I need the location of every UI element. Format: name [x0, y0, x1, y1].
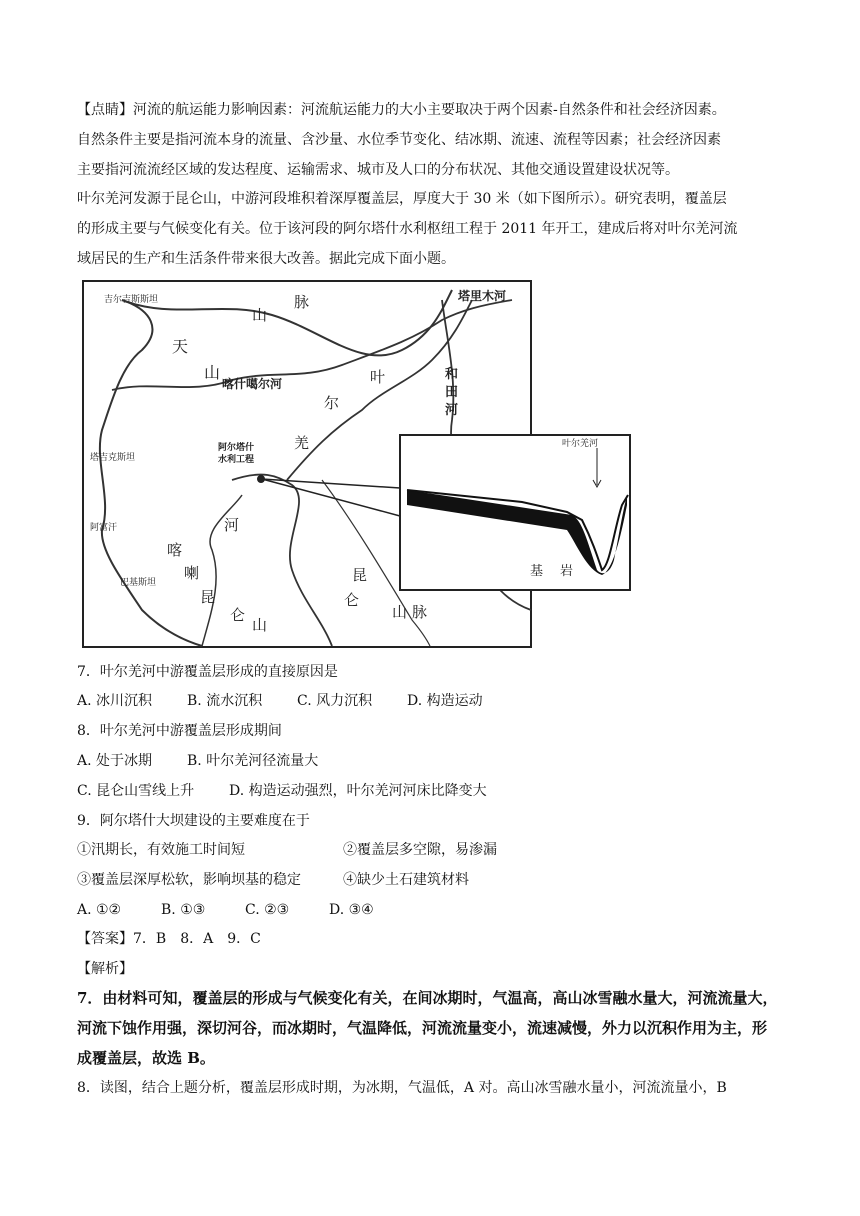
label-karakoram-1: 喀	[167, 541, 183, 559]
question-8-options-cd	[77, 781, 487, 801]
label-country-2: 塔吉克斯坦	[90, 453, 136, 463]
analysis-line-3: 成覆盖层，故选 B。	[77, 1049, 215, 1067]
label-tianshan-2: 山	[204, 363, 221, 382]
material-line-3: 域居民的生产和生活条件带来很大改善。据此完成下面小题。	[77, 251, 455, 267]
question-9-options	[77, 900, 374, 920]
label-dam-1: 阿尔塔什	[218, 443, 255, 453]
q7-option-c: C. 风力沉积	[297, 693, 373, 709]
q8-option-a: A. 处于冰期	[77, 753, 153, 769]
label-tarim: 塔里木河	[458, 289, 507, 303]
question-7-options	[77, 691, 483, 711]
answer-line: 【答案】7．B 8．A 9．C	[77, 931, 261, 947]
q8-option-c: C. 昆仑山雪线上升	[77, 783, 195, 799]
label-bedrock-2: 岩	[560, 564, 574, 579]
q9-item-3: ③覆盖层深厚松软，影响坝基的稳定	[77, 872, 301, 888]
label-karakoram-5: 山	[252, 616, 268, 634]
material-line-1: 叶尔羌河发源于昆仑山，中游河段堆积着深厚覆盖层，厚度大于 30 米（如下图所示）。研究表明，覆盖层	[77, 191, 727, 207]
q9-option-d: D. ③④	[329, 902, 374, 918]
label-country-3: 阿富汗	[90, 523, 118, 533]
question-9-items-12	[77, 840, 497, 860]
label-yarkand-1: 叶	[370, 368, 386, 386]
label-karakoram-4: 仑	[230, 606, 246, 624]
label-hotan-1: 和	[445, 367, 459, 382]
label-hotan-2: 田	[445, 385, 459, 400]
label-yarkand-3: 羌	[294, 434, 310, 452]
label-dam-2: 水利工程	[218, 455, 255, 465]
label-tianshan-1: 天	[172, 337, 189, 356]
label-hotan-3: 河	[445, 403, 459, 418]
material-line-2: 的形成主要与气候变化有关。位于该河段的阿尔塔什水利枢纽工程于 2011 年开工，建成后将对叶尔羌河流	[77, 221, 738, 237]
label-kunlun-3: 山	[392, 603, 408, 621]
q8-option-b: B. 叶尔羌河径流量大	[187, 753, 319, 769]
q8-option-d: D. 构造运动强烈，叶尔羌河河床比降变大	[229, 783, 487, 799]
analysis-line-4: 8．读图，结合上题分析，覆盖层形成时期，为冰期，气温低，A 对。高山冰雪融水量小，河流流量小，B	[77, 1080, 727, 1096]
label-karakoram-2: 喇	[184, 564, 200, 582]
analysis-header: 【解析】	[77, 961, 133, 977]
q9-item-1: ①汛期长，有效施工时间短	[77, 842, 245, 858]
q9-option-c: C. ②③	[245, 902, 290, 918]
question-8: 8．叶尔羌河中游覆盖层形成期间	[77, 723, 282, 739]
question-9-items-34	[77, 870, 469, 890]
label-tianshan-3: 山	[252, 306, 268, 324]
analysis-line-2: 河流下蚀作用强，深切河谷，而冰期时，气温降低，河流流量变小，流速减慢，外力以沉积作用为主，形	[77, 1019, 768, 1037]
label-tianshan-4: 脉	[294, 293, 310, 311]
q7-option-d: D. 构造运动	[407, 693, 483, 709]
intro-line-2: 自然条件主要是指河流本身的流量、含沙量、水位季节变化、结冰期、流速、流程等因素；社会经济因素	[77, 132, 721, 148]
question-9: 9．阿尔塔什大坝建设的主要难度在于	[77, 813, 310, 829]
label-yarkand-2: 尔	[324, 394, 340, 412]
q7-option-a: A. 冰川沉积	[77, 693, 153, 709]
label-bedrock-1: 基	[530, 564, 544, 579]
label-kashgar-river: 喀什噶尔河	[222, 377, 283, 391]
yarkand-river-map	[82, 280, 642, 650]
label-yarkand-4: 河	[224, 516, 240, 534]
analysis-line-1: 7．由材料可知，覆盖层的形成与气候变化有关，在间冰期时，气温高，高山冰雪融水量大，河流流量大，	[77, 989, 778, 1007]
q9-item-2: ②覆盖层多空隙，易渗漏	[343, 842, 497, 858]
intro-line-3: 主要指河流流经区域的发达程度、运输需求、城市及人口的分布状况、其他交通设置建设状况等。	[77, 162, 679, 178]
question-8-options-ab	[77, 751, 318, 771]
label-kunlun-1: 昆	[352, 566, 368, 584]
intro-line-1: 【点睛】河流的航运能力影响因素：河流航运能力的大小主要取决于两个因素-自然条件和社会经济因素。	[77, 102, 726, 118]
q9-option-b: B. ①③	[161, 902, 206, 918]
label-karakoram-3: 昆	[200, 588, 216, 606]
label-kunlun-4: 脉	[412, 603, 428, 621]
label-country-4: 巴基斯坦	[120, 578, 157, 588]
q9-option-a: A. ①②	[77, 902, 122, 918]
map-svg	[82, 280, 642, 650]
label-kunlun-2: 仑	[344, 591, 360, 609]
question-7: 7．叶尔羌河中游覆盖层形成的直接原因是	[77, 664, 338, 680]
label-country-1: 吉尔吉斯斯坦	[104, 295, 159, 305]
q7-option-b: B. 流水沉积	[187, 693, 263, 709]
q9-item-4: ④缺少土石建筑材料	[343, 872, 469, 888]
label-inset-river: 叶尔羌河	[562, 439, 599, 449]
